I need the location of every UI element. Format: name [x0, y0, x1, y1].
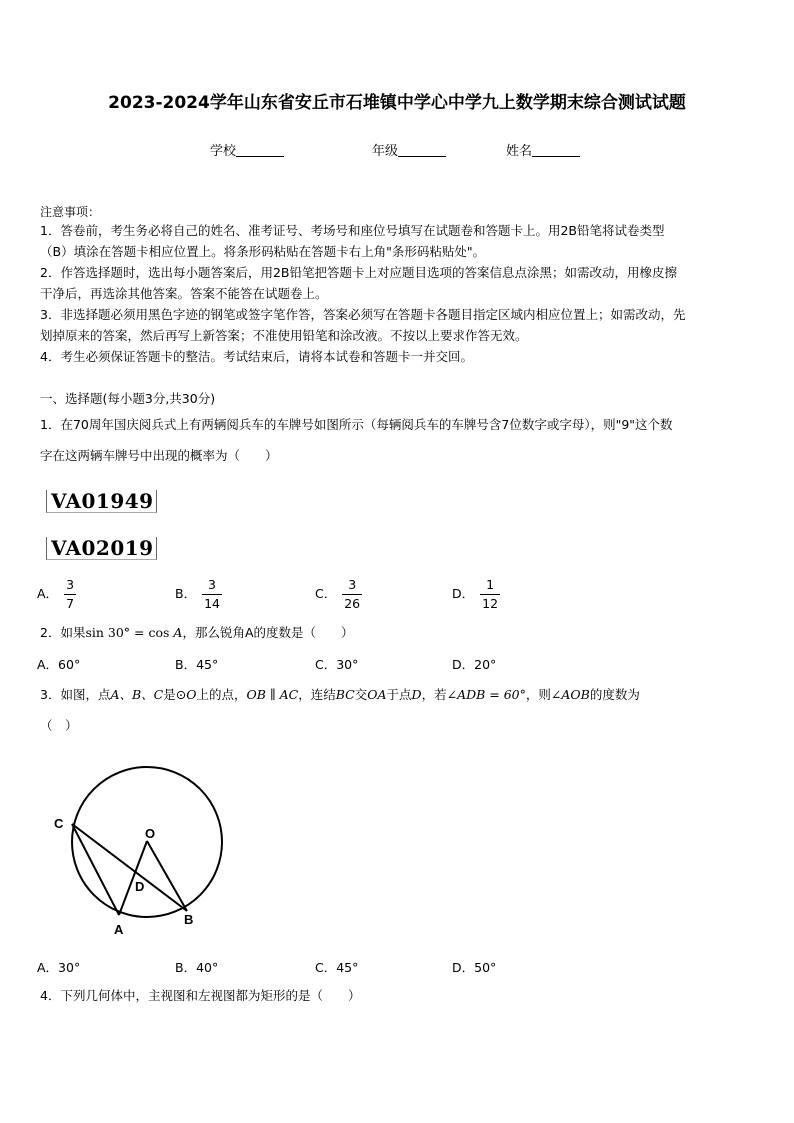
fraction [480, 576, 500, 613]
denominator: 14 [204, 596, 220, 611]
q2-option-a[interactable]: A．60° [37, 657, 81, 672]
q3-option-d[interactable]: D．50° [452, 960, 497, 975]
q3-option-c[interactable]: C．45° [315, 960, 359, 975]
label-d: D [135, 879, 145, 894]
math: ∠ADB = 60° [446, 687, 526, 702]
q1-option-d[interactable] [452, 576, 500, 613]
q1-option-a[interactable] [37, 576, 76, 613]
option-label: A． [37, 586, 59, 601]
notes-list [40, 220, 760, 367]
label-b: B [184, 912, 194, 927]
text: 上的点， [196, 687, 247, 702]
fraction [202, 576, 222, 613]
note-line: 2．作答选择题时，选出每小题答案后，用2B铅笔把答题卡上对应题目选项的答案信息点涂黑；如需改动，用橡皮擦 [40, 265, 677, 280]
note-line: 1．答卷前，考生务必将自己的姓名、准考证号、考场号和座位号填写在试题卷和答题卡上。用2B铅笔将试卷类型 [40, 223, 665, 238]
q2-expression: sin 30° = cos [85, 625, 170, 640]
q1-line2: 字在这两辆车牌号中出现的概率为（ ） [40, 448, 278, 463]
q3-option-b[interactable]: B．40° [175, 960, 219, 975]
math: BC [335, 687, 355, 702]
text: 的度数为 [589, 687, 640, 702]
section-heading: 一、选择题(每小题3分,共30分) [40, 391, 216, 406]
school-blank [236, 144, 284, 157]
notes-heading: 注意事项： [40, 205, 101, 219]
denominator: 12 [482, 596, 499, 611]
q2-variable: A [173, 625, 183, 640]
q4-stem: 4．下列几何体中，主视图和左视图都为矩形的是（ ） [40, 988, 361, 1003]
license-plate-1: VA01949 [46, 490, 157, 513]
fraction [64, 576, 76, 613]
numerator: 3 [64, 576, 76, 595]
text: 于点 [386, 687, 412, 702]
name-blank [532, 144, 580, 157]
school-label: 学校 [210, 144, 237, 159]
numerator: 3 [202, 576, 222, 595]
q2-option-c[interactable]: C．30° [315, 657, 359, 672]
segment-ob [147, 841, 187, 911]
math: D [411, 687, 422, 702]
math: OA [367, 687, 387, 702]
segment-ca [72, 824, 119, 915]
circle-diagram [48, 766, 238, 946]
q2-option-b[interactable]: B．45° [175, 657, 219, 672]
name-label: 姓名 [506, 144, 533, 159]
math: ∠AOB [550, 687, 590, 702]
name-field [506, 140, 580, 159]
text: ，连结 [298, 687, 336, 702]
grade-label: 年级 [372, 144, 399, 159]
note-line: （B）填涂在答题卡相应位置上。将条形码粘贴在答题卡右上角"条形码粘贴处"。 [40, 244, 486, 259]
text: 是⊙ [163, 687, 187, 702]
segment-cb [72, 824, 187, 911]
q1-line1: 1．在70周年国庆阅兵式上有两辆阅兵车的车牌号如图所示（每辆阅兵车的车牌号含7位数字或字母），则"9"这个数 [40, 417, 673, 432]
note-line: 3．非选择题必须用黑色字迹的钢笔或签字笔作答，答案必须写在答题卡各题目指定区域内相应位置上；如需改动，先 [40, 307, 686, 322]
q1-option-b[interactable] [175, 576, 222, 613]
math: O [186, 687, 197, 702]
option-label: D． [452, 586, 475, 601]
q3-stem [40, 679, 760, 710]
option-label: C． [315, 586, 337, 601]
q1-option-c[interactable] [315, 576, 362, 613]
text: ，若 [421, 687, 447, 702]
label-o: O [145, 826, 156, 841]
grade-field [372, 140, 446, 159]
q2-stem [40, 617, 760, 648]
note-line: 干净后，再选涂其他答案。答案不能答在试题卷上。 [40, 286, 328, 301]
text: 交 [354, 687, 368, 702]
fraction [342, 576, 362, 613]
math: A、B、C [110, 687, 164, 702]
label-c: C [54, 816, 64, 831]
denominator: 7 [66, 596, 75, 611]
text: 3．如图，点 [40, 687, 111, 702]
page-title: 2023-2024学年山东省安丘市石堆镇中学心中学九上数学期末综合测试试题 [108, 93, 686, 113]
note-line: 4．考生必须保证答题卡的整洁。考试结束后，请将本试卷和答题卡一并交回。 [40, 349, 473, 364]
q3-option-a[interactable]: A．30° [37, 960, 81, 975]
q2-suffix: ，那么锐角A的度数是（ ） [182, 625, 354, 640]
note-line: 划掉原来的答案，然后再写上新答案；不准使用铅笔和涂改液。不按以上要求作答无效。 [40, 328, 528, 343]
school-field [210, 140, 284, 159]
license-plate-2: VA02019 [46, 537, 157, 560]
q3-line2: （ ） [40, 718, 78, 733]
q2-prefix: 2．如果 [40, 625, 86, 640]
numerator: 1 [480, 576, 500, 595]
label-a: A [114, 922, 124, 937]
q2-option-d[interactable]: D．20° [452, 657, 497, 672]
option-label: B． [175, 586, 197, 601]
text: ，则 [525, 687, 551, 702]
numerator: 3 [342, 576, 362, 595]
grade-blank [398, 144, 446, 157]
denominator: 26 [344, 596, 361, 611]
math: OB ∥ AC [246, 687, 299, 702]
